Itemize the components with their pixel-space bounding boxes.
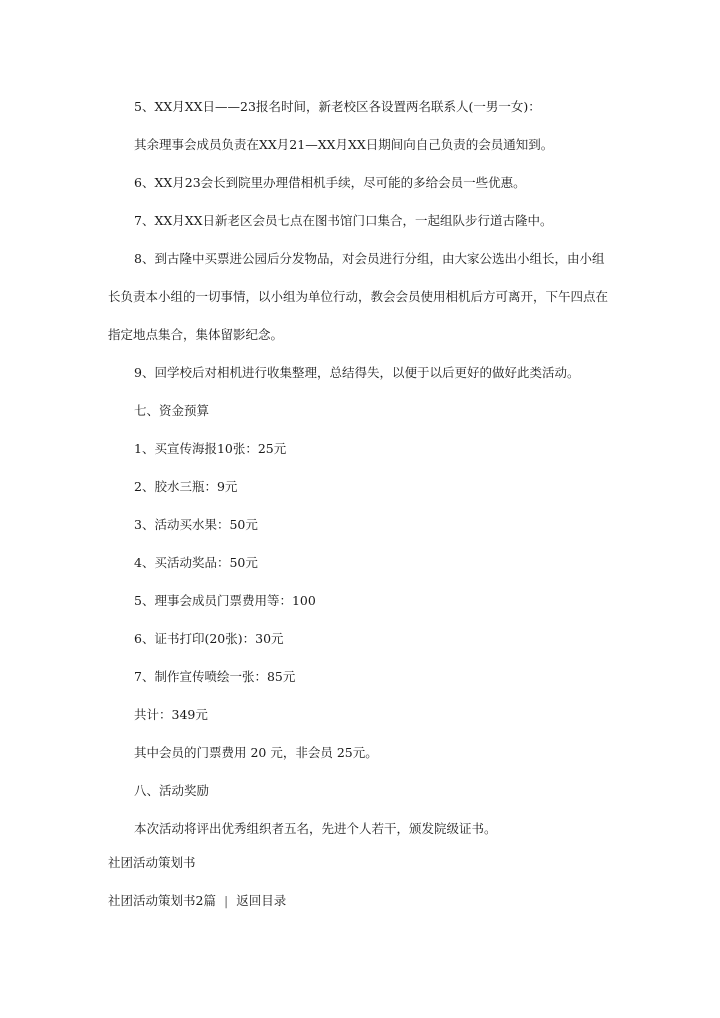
budget-heading: 七、资金预算 <box>134 403 210 418</box>
item-8-line-1: 8、到古隆中买票进公园后分发物品，对会员进行分组，由大家公选出小组长，由小组 <box>134 251 605 266</box>
item-6-camera: 6、XX月23会长到院里办理借相机手续，尽可能的多给会员一些优惠。 <box>134 175 526 190</box>
related-article-link[interactable]: 社团活动策划书2篇 <box>108 893 216 908</box>
link-separator: | <box>223 893 229 908</box>
budget-item: 4、买活动奖品：50元 <box>134 555 258 570</box>
budget-fee-note: 其中会员的门票费用 20 元，非会员 25元。 <box>134 745 378 760</box>
item-9-summary: 9、回学校后对相机进行收集整理，总结得失，以便于以后更好的做好此类活动。 <box>134 365 580 380</box>
budget-item: 3、活动买水果：50元 <box>134 517 258 532</box>
footer-links <box>108 893 286 909</box>
item-8-line-2: 长负责本小组的一切事情，以小组为单位行动，教会会员使用相机后方可离开，下午四点在 <box>108 289 609 304</box>
awards-text: 本次活动将评出优秀组织者五名，先进个人若干，颁发院级证书。 <box>134 821 497 836</box>
budget-item: 6、证书打印(20张)：30元 <box>134 631 284 646</box>
footer-title: 社团活动策划书 <box>108 855 196 870</box>
budget-item: 2、胶水三瓶：9元 <box>134 479 238 494</box>
budget-item: 7、制作宣传喷绘一张：85元 <box>134 669 296 684</box>
item-7-gathering: 7、XX月XX日新老区会员七点在图书馆门口集合，一起组队步行道古隆中。 <box>134 213 553 228</box>
awards-heading: 八、活动奖励 <box>134 783 210 798</box>
budget-item: 1、买宣传海报10张：25元 <box>134 441 287 456</box>
budget-total: 共计：349元 <box>134 707 208 722</box>
back-to-contents-link[interactable]: 返回目录 <box>236 893 287 908</box>
item-8-line-3: 指定地点集合，集体留影纪念。 <box>108 327 284 342</box>
budget-item: 5、理事会成员门票费用等：100 <box>134 593 316 608</box>
item-5-registration: 5、XX月XX日——23报名时间，新老校区各设置两名联系人(一男一女)： <box>134 99 541 114</box>
item-5-notification: 其余理事会成员负责在XX月21—XX月XX日期间向自己负责的会员通知到。 <box>134 137 554 152</box>
